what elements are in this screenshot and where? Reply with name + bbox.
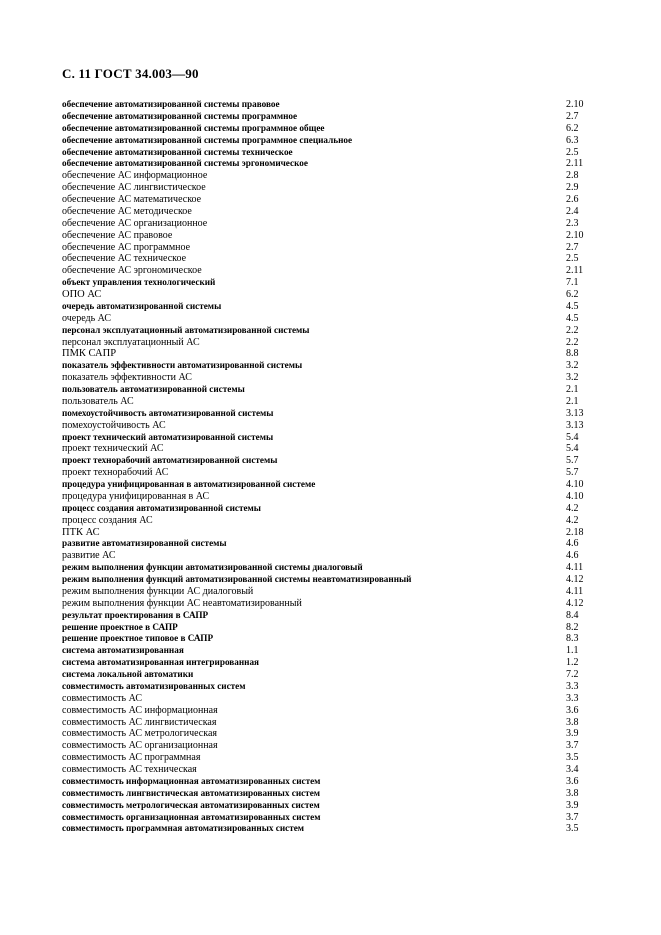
index-term: развитие автоматизированной системы	[62, 538, 227, 549]
index-entry	[62, 360, 614, 372]
index-reference: 2.5	[566, 146, 579, 158]
index-reference: 3.4	[566, 764, 579, 775]
index-entry	[62, 681, 614, 693]
index-entry	[62, 503, 614, 515]
index-term: обеспечение автоматизированной системы программное специальное	[62, 134, 353, 145]
index-entry	[62, 194, 614, 206]
index-term: результат проектирования в САПР	[62, 609, 209, 620]
index-entry	[62, 728, 614, 740]
index-reference: 4.2	[566, 514, 579, 526]
index-reference: 4.12	[566, 597, 584, 609]
index-reference: 5.7	[566, 467, 579, 479]
index-reference: 1.1	[566, 645, 579, 657]
index-reference: 2.2	[566, 324, 579, 336]
index-reference: 2.8	[566, 170, 579, 182]
index-entry	[62, 147, 614, 159]
index-reference: 3.6	[566, 704, 579, 716]
index-entry	[62, 206, 614, 218]
index-entry	[62, 669, 614, 681]
index-term: обеспечение автоматизированной системы правовое	[62, 99, 280, 109]
index-reference: 2.9	[566, 182, 579, 194]
index-term: совместимость АС техническая	[62, 764, 197, 775]
index-reference: 2.7	[566, 110, 579, 122]
index-entry	[62, 420, 614, 432]
index-term: решение проектное в САПР	[62, 621, 178, 632]
index-reference: 8.3	[566, 633, 579, 645]
index-reference: 7.1	[566, 277, 579, 289]
index-entry	[62, 491, 614, 503]
index-reference: 3.6	[566, 775, 579, 787]
index-reference: 3.7	[566, 740, 579, 752]
index-term: совместимость АС лингвистическая	[62, 716, 217, 728]
index-term: система автоматизированная интегрированная	[62, 657, 260, 668]
index-entry	[62, 574, 614, 586]
index-term: показатель эффективности АС	[62, 372, 192, 384]
index-reference: 2.3	[566, 217, 579, 229]
index-entry	[62, 396, 614, 408]
index-term: совместимость АС информационная	[62, 704, 218, 716]
index-reference: 3.3	[566, 692, 579, 704]
index-reference: 3.3	[566, 680, 579, 692]
index-entry	[62, 645, 614, 657]
index-term: обеспечение автоматизированной системы эргономическое	[62, 158, 308, 169]
index-entry	[62, 384, 614, 396]
index-term: процедура унифицированная в АС	[62, 490, 210, 502]
index-entry	[62, 515, 614, 527]
index-reference: 2.4	[566, 205, 579, 217]
index-term: процедура унифицированная в автоматизированной системе	[62, 479, 316, 489]
index-term: обеспечение АС математическое	[62, 194, 202, 205]
index-reference: 3.9	[566, 728, 579, 740]
index-reference: 2.11	[566, 265, 584, 277]
index-entry	[62, 752, 614, 764]
index-entry	[62, 242, 614, 254]
index-entry	[62, 740, 614, 752]
index-reference: 4.12	[566, 574, 584, 585]
index-term: режим выполнения функции автоматизированной системы диалоговый	[62, 562, 363, 573]
index-entry	[62, 111, 614, 123]
index-reference: 3.5	[566, 752, 579, 764]
index-term: обеспечение АС информационное	[62, 170, 208, 182]
index-term: развитие АС	[62, 550, 116, 562]
index-entry	[62, 337, 614, 349]
index-entry	[62, 135, 614, 147]
index-reference: 8.4	[566, 609, 579, 621]
index-reference: 2.10	[566, 229, 584, 241]
index-term: персонал эксплуатационный АС	[62, 336, 200, 348]
index-reference: 5.4	[566, 431, 579, 443]
index-term: решение проектное типовое в САПР	[62, 633, 214, 644]
index-term: обеспечение автоматизированной системы техническое	[62, 146, 293, 157]
index-entry	[62, 348, 614, 360]
index-entry	[62, 182, 614, 194]
index-entry	[62, 800, 614, 812]
index-entry	[62, 325, 614, 337]
index-entry	[62, 586, 614, 598]
index-entry	[62, 717, 614, 729]
index-entry	[62, 230, 614, 242]
index-term: пользователь автоматизированной системы	[62, 384, 245, 394]
index-term: режим выполнения функций автоматизированной системы неавтоматизированный	[62, 574, 412, 584]
index-reference: 2.11	[566, 158, 584, 170]
index-term: ПТК АС	[62, 526, 100, 538]
index-term: проект технорабочий АС	[62, 467, 169, 479]
index-term: обеспечение АС методическое	[62, 205, 192, 217]
index-term: проект технический автоматизированной системы	[62, 431, 274, 442]
index-term: совместимость организационная автоматизированных систем	[62, 811, 321, 822]
index-entry	[62, 562, 614, 574]
index-entry	[62, 313, 614, 325]
index-reference: 1.2	[566, 657, 579, 669]
index-term: обеспечение АС техническое	[62, 253, 187, 265]
index-reference: 8.8	[566, 348, 579, 360]
index-term: обеспечение автоматизированной системы программное общее	[62, 122, 325, 133]
index-term: обеспечение АС лингвистическое	[62, 182, 206, 194]
index-term: процесс создания АС	[62, 514, 153, 526]
index-entry	[62, 277, 614, 289]
index-entry	[62, 99, 614, 111]
index-entry	[62, 170, 614, 182]
index-entry	[62, 633, 614, 645]
index-term: совместимость лингвистическая автоматизированных систем	[62, 787, 321, 798]
index-term: показатель эффективности автоматизированной системы	[62, 360, 303, 371]
index-reference: 4.11	[566, 562, 584, 574]
index-term: совместимость метрологическая автоматизированных систем	[62, 799, 320, 810]
index-reference: 6.3	[566, 134, 579, 146]
index-term: совместимость АС	[62, 692, 143, 704]
index-term: совместимость АС метрологическая	[62, 728, 217, 740]
index-reference: 4.6	[566, 550, 579, 562]
index-entry	[62, 776, 614, 788]
index-entry	[62, 289, 614, 301]
index-entry	[62, 538, 614, 550]
index-term: система автоматизированная	[62, 645, 184, 656]
index-entry	[62, 823, 614, 835]
index-entry	[62, 432, 614, 444]
index-reference: 3.5	[566, 823, 579, 835]
index-entry	[62, 218, 614, 230]
index-reference: 2.2	[566, 336, 579, 348]
index-reference: 3.13	[566, 419, 584, 431]
index-entry	[62, 622, 614, 634]
index-reference: 3.2	[566, 372, 579, 384]
index-entry	[62, 253, 614, 265]
index-reference: 2.18	[566, 526, 584, 538]
index-term: помехоустойчивость автоматизированной системы	[62, 407, 274, 418]
index-reference: 2.10	[566, 99, 584, 110]
index-entry	[62, 301, 614, 313]
index-reference: 3.13	[566, 407, 584, 419]
index-term: совместимость автоматизированных систем	[62, 680, 246, 691]
index-term: обеспечение АС программное	[62, 241, 191, 253]
index-reference: 5.7	[566, 455, 579, 467]
index-term: обеспечение АС организационное	[62, 217, 208, 229]
index-term: совместимость информационная автоматизированных систем	[62, 775, 321, 786]
index-reference: 6.2	[566, 289, 579, 300]
index-term: помехоустойчивость АС	[62, 419, 166, 431]
index-entry	[62, 408, 614, 420]
index-reference: 2.1	[566, 384, 579, 395]
index-reference: 3.2	[566, 360, 579, 372]
index-entry	[62, 479, 614, 491]
index-reference: 4.5	[566, 300, 579, 312]
index-reference: 6.2	[566, 122, 579, 134]
index-entry	[62, 598, 614, 610]
index-term: совместимость программная автоматизированных систем	[62, 823, 305, 834]
index-term: объект управления технологический	[62, 277, 216, 288]
index-term: совместимость АС организационная	[62, 740, 218, 752]
index-term: ОПО АС	[62, 289, 102, 300]
index-term: режим выполнения функции АС диалоговый	[62, 585, 254, 597]
index-entry	[62, 610, 614, 622]
index-entry	[62, 372, 614, 384]
index-entry	[62, 158, 614, 170]
index-entry	[62, 467, 614, 479]
index-entry	[62, 550, 614, 562]
index-term: совместимость АС программная	[62, 752, 201, 764]
index-term: система локальной автоматики	[62, 669, 194, 679]
index-term: очередь автоматизированной системы	[62, 300, 222, 311]
index-reference: 2.5	[566, 253, 579, 265]
index-reference: 4.11	[566, 585, 584, 597]
index-term: обеспечение автоматизированной системы программное	[62, 110, 298, 121]
index-reference: 4.5	[566, 312, 579, 324]
index-entry	[62, 705, 614, 717]
index-reference: 3.7	[566, 811, 579, 823]
index-reference: 3.9	[566, 799, 579, 811]
index-reference: 4.10	[566, 490, 584, 502]
index-reference: 2.6	[566, 194, 579, 205]
index-reference: 2.7	[566, 241, 579, 253]
index-term: обеспечение АС правовое	[62, 229, 173, 241]
index-entry	[62, 788, 614, 800]
index-entry	[62, 693, 614, 705]
index-entry	[62, 443, 614, 455]
index-term: пользователь АС	[62, 395, 134, 407]
index-term: процесс создания автоматизированной системы	[62, 502, 261, 513]
index-reference: 3.8	[566, 716, 579, 728]
index-term: обеспечение АС эргономическое	[62, 265, 202, 277]
index-term: ПМК САПР	[62, 348, 117, 360]
index-term: проект технический АС	[62, 443, 164, 455]
index-reference: 4.2	[566, 502, 579, 514]
term-index-list	[62, 99, 614, 835]
index-entry	[62, 265, 614, 277]
index-entry	[62, 812, 614, 824]
index-entry	[62, 455, 614, 467]
index-term: персонал эксплуатационный автоматизированной системы	[62, 324, 310, 335]
index-reference: 4.10	[566, 479, 584, 490]
index-entry	[62, 764, 614, 776]
index-entry	[62, 527, 614, 539]
index-term: проект технорабочий автоматизированной системы	[62, 455, 278, 466]
index-term: очередь АС	[62, 312, 112, 324]
index-reference: 5.4	[566, 443, 579, 455]
page-header: С. 11 ГОСТ 34.003—90	[62, 66, 199, 81]
index-reference: 4.6	[566, 538, 579, 550]
index-reference: 3.8	[566, 787, 579, 799]
index-reference: 7.2	[566, 669, 579, 680]
index-entry	[62, 657, 614, 669]
index-entry	[62, 123, 614, 135]
index-reference: 8.2	[566, 621, 579, 633]
index-reference: 2.1	[566, 395, 579, 407]
index-term: режим выполнения функции АС неавтоматизированный	[62, 597, 302, 609]
